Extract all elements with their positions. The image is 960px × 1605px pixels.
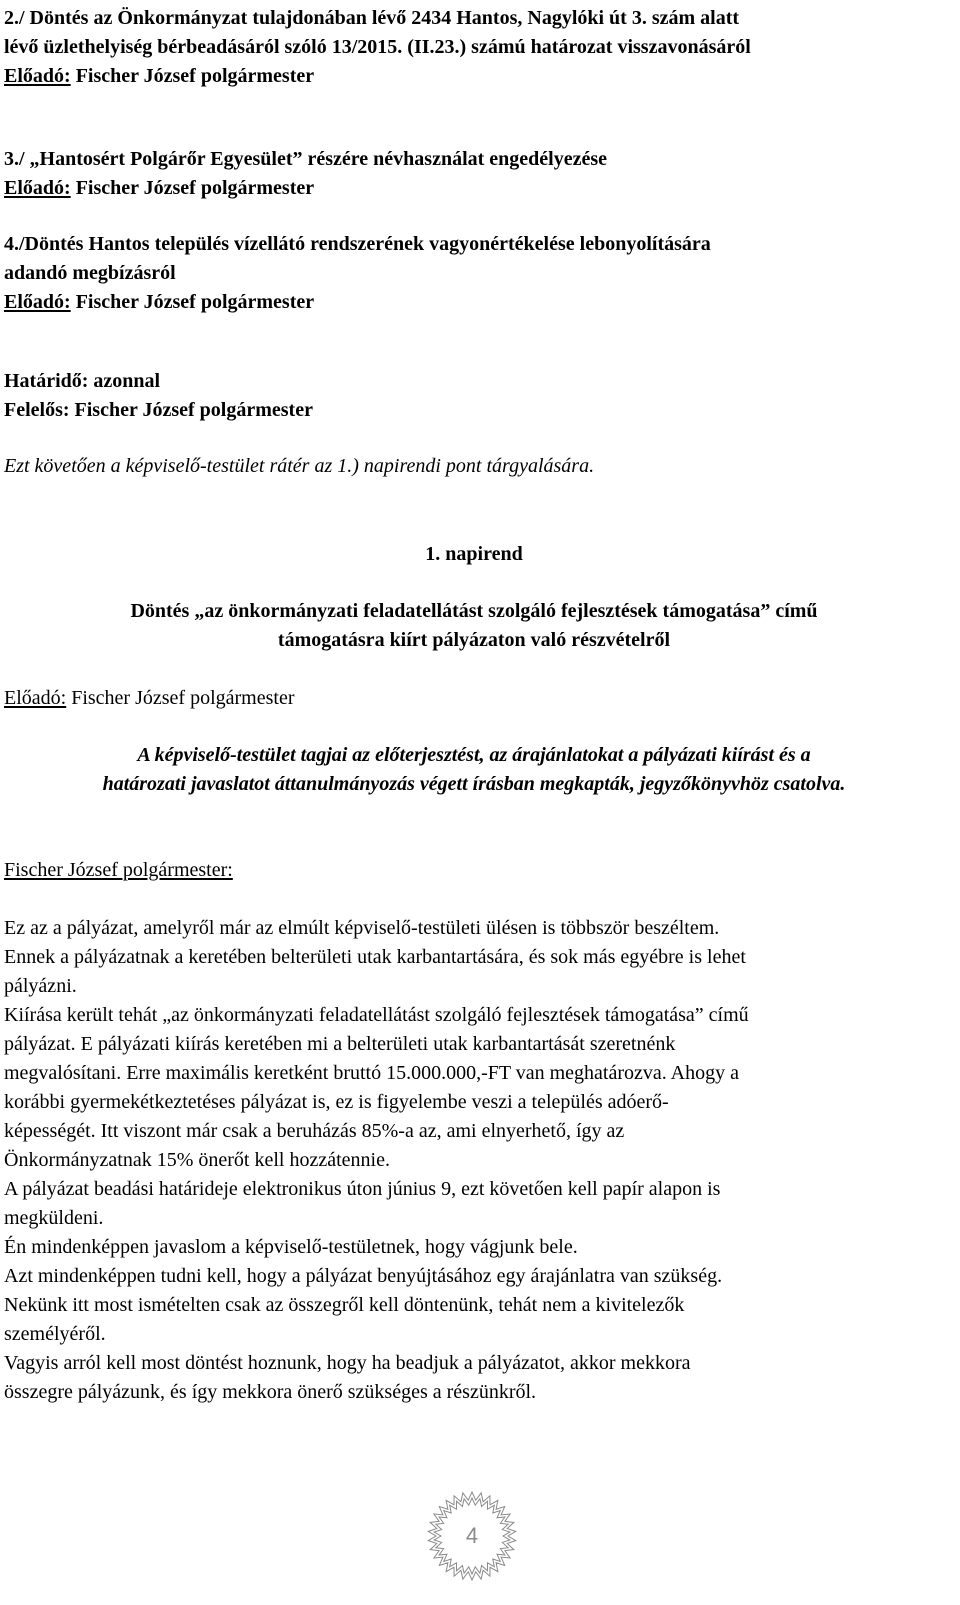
presenter-name: Fischer József polgármester bbox=[70, 177, 315, 199]
speech-line: Én mindenképpen javaslom a képviselő-testületnek, hogy vágjunk bele. bbox=[4, 1236, 578, 1258]
speech-line: A pályázat beadási határideje elektronikus úton június 9, ezt követően kell papír alapon is bbox=[4, 1178, 721, 1200]
agenda-item-2 bbox=[4, 4, 944, 91]
materials-notice-line-2: határozati javaslatot áttanulmányozás végett írásban megkapták, jegyzőkönyvhöz csatolva. bbox=[102, 773, 846, 795]
presenter-label: Előadó: bbox=[4, 65, 71, 87]
materials-notice-line-1: A képviselő-testület tagjai az előterjesztést, az árajánlatokat a pályázati kiírást és a bbox=[137, 744, 811, 766]
agenda-item-3 bbox=[4, 145, 944, 203]
speaker-name bbox=[4, 856, 944, 885]
presenter-label: Előadó: bbox=[4, 687, 67, 709]
section-title-line-1: Döntés „az önkormányzati feladatellátást szolgáló fejlesztések támogatása” című bbox=[130, 600, 818, 622]
section-heading: 1. napirend bbox=[425, 543, 523, 565]
speech-line: képességét. Itt viszont már csak a beruházás 85%-a az, ami elnyerhető, így az bbox=[4, 1120, 625, 1142]
presenter-name: Fischer József polgármester bbox=[70, 291, 315, 313]
responsible-line: Felelős: Fischer József polgármester bbox=[4, 399, 313, 421]
speech-line: Azt mindenképpen tudni kell, hogy a pályázat benyújtásához egy árajánlatra van szükség. bbox=[4, 1265, 723, 1287]
materials-notice bbox=[4, 741, 944, 799]
agenda-item-4-presenter bbox=[4, 288, 944, 317]
deadline-block bbox=[4, 367, 944, 425]
presenter-name: Fischer József polgármester bbox=[66, 687, 295, 709]
agenda-item-2-presenter bbox=[4, 62, 944, 91]
deadline-line: Határidő: azonnal bbox=[4, 370, 161, 392]
agenda-item-2-line-1: 2./ Döntés az Önkormányzat tulajdonában lévő 2434 Hantos, Nagylóki út 3. szám alatt bbox=[4, 7, 740, 29]
speech-line: megküldeni. bbox=[4, 1207, 104, 1229]
speech-line: pályázat. E pályázati kiírás keretében mi a belterületi utak karbantartását szeretnénk bbox=[4, 1033, 676, 1055]
speaker-label: Fischer József polgármester: bbox=[4, 859, 233, 881]
page-number: 4 bbox=[465, 1523, 479, 1548]
transition-note: Ezt követően a képviselő-testület rátér az 1.) napirendi pont tárgyalására. bbox=[4, 455, 595, 477]
speech-line: Önkormányzatnak 15% önerőt kell hozzátennie. bbox=[4, 1149, 390, 1171]
presenter-name: Fischer József polgármester bbox=[70, 65, 315, 87]
page-number-stamp bbox=[424, 1488, 520, 1584]
speech-line: Nekünk itt most ismételten csak az összegről kell döntenünk, tehát nem a kivitelezők bbox=[4, 1294, 685, 1316]
section-title-line-2: támogatásra kiírt pályázaton való részvételről bbox=[277, 629, 671, 651]
speech-line: Kiírása került tehát „az önkormányzati feladatellátást szolgáló fejlesztések támogatása” című bbox=[4, 1004, 749, 1026]
speech-line: személyéről. bbox=[4, 1323, 106, 1345]
agenda-item-3-presenter bbox=[4, 174, 944, 203]
speech-line: megvalósítani. Erre maximális keretként bruttó 15.000.000,-FT van meghatározva. Ahogy a bbox=[4, 1062, 739, 1084]
presenter-label: Előadó: bbox=[4, 291, 71, 313]
section-presenter bbox=[4, 684, 944, 713]
presenter-label: Előadó: bbox=[4, 177, 71, 199]
section-title bbox=[4, 597, 944, 655]
agenda-item-4 bbox=[4, 230, 944, 317]
speech-line: Vagyis arról kell most döntést hoznunk, hogy ha beadjuk a pályázatot, akkor mekkora bbox=[4, 1352, 691, 1374]
speech-line: korábbi gyermekétkeztetéses pályázat is, ez is figyelembe veszi a település adóerő- bbox=[4, 1091, 669, 1113]
speech-line: Ennek a pályázatnak a keretében belterületi utak karbantartására, és sok más egyébre is lehet bbox=[4, 946, 746, 968]
agenda-item-3-line-1: 3./ „Hantosért Polgárőr Egyesület” részére névhasználat engedélyezése bbox=[4, 148, 608, 170]
speech-line: összegre pályázunk, és így mekkora önerő szükséges a részünkről. bbox=[4, 1381, 537, 1403]
agenda-item-4-line-1: 4./Döntés Hantos település vízellátó rendszerének vagyonértékelése lebonyolítására bbox=[4, 233, 711, 255]
speech-body bbox=[4, 914, 944, 1407]
agenda-item-2-line-2: lévő üzlethelyiség bérbeadásáról szóló 13/2015. (II.23.) számú határozat visszavonásáról bbox=[4, 36, 751, 58]
agenda-item-4-line-2: adandó megbízásról bbox=[4, 262, 176, 284]
speech-line: Ez az a pályázat, amelyről már az elmúlt képviselő-testületi ülésen is többször beszéltem. bbox=[4, 917, 720, 939]
speech-line: pályázni. bbox=[4, 975, 77, 997]
